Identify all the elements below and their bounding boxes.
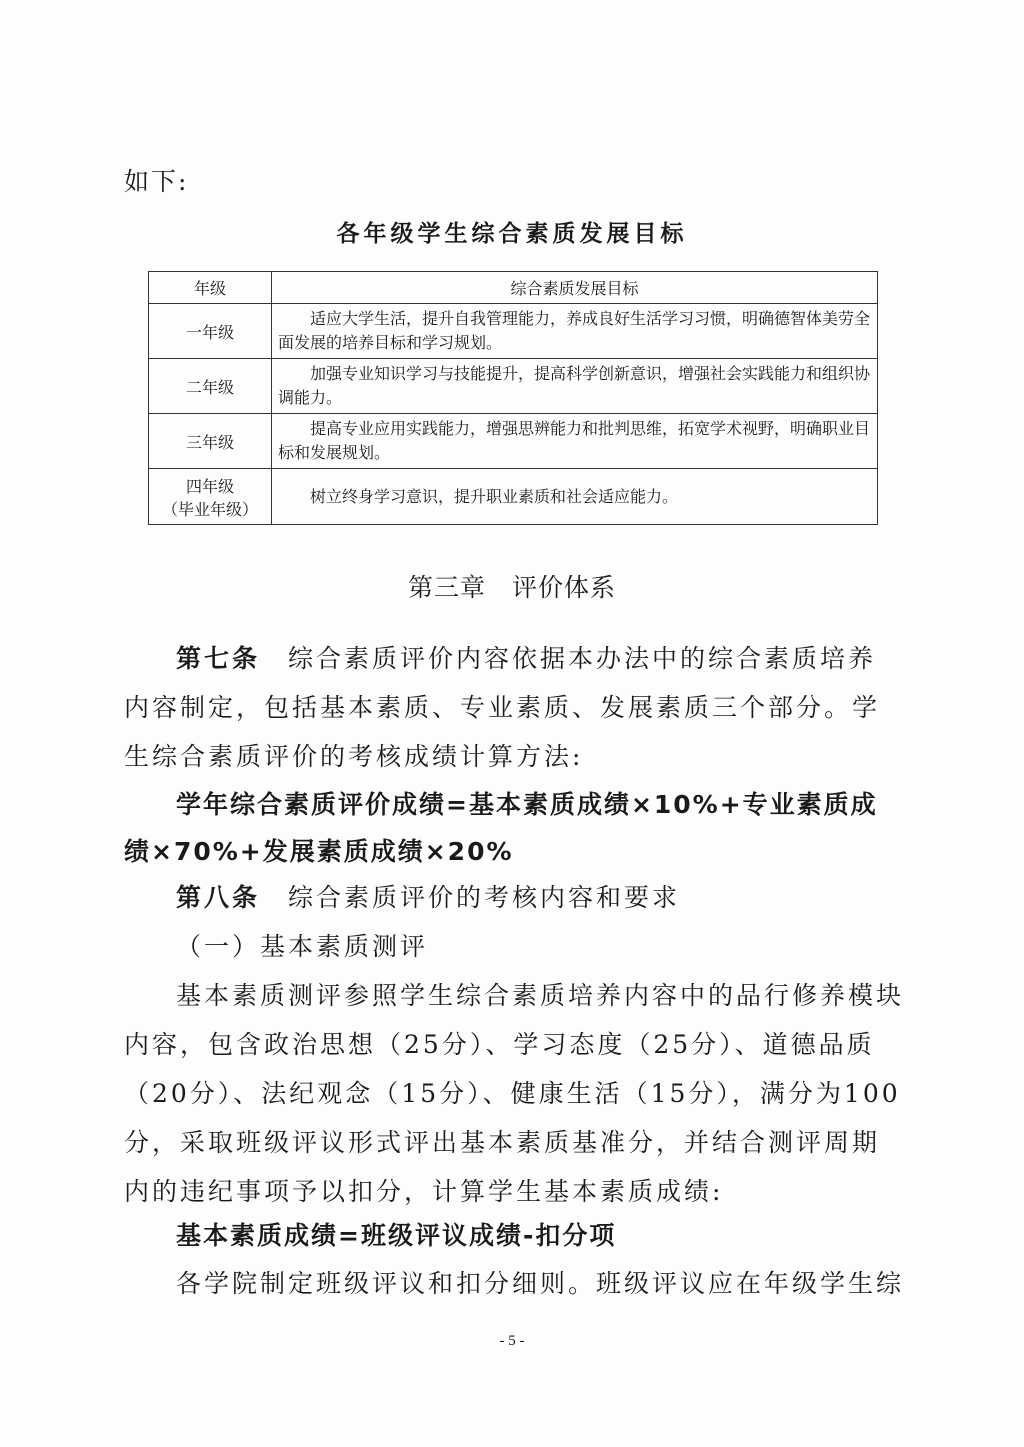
section-1-text: 基本素质测评参照学生综合素质培养内容中的品行修养模块内容，包含政治思想（25分）、学习态度（25分）、道德品质（20分）、法纪观念（15分）、健康生活（15分），满分为100分，采取班级评议形式评出基本素质基准分，并结合测评周期内的违纪事项予以扣分，计算学生基本素质成绩: [124, 981, 905, 1206]
grade-cell: 一年级 [149, 304, 272, 359]
last-paragraph: 各学院制定班级评议和扣分细则。班级评议应在年级学生综 [176, 1269, 905, 1298]
grade-sublabel: （毕业年级） [161, 499, 258, 519]
page-number: - 5 - [499, 1333, 525, 1349]
header-grade: 年级 [149, 272, 272, 304]
goal-cell: 树立终身学习意识，提升职业素质和社会适应能力。 [272, 469, 878, 525]
goal-cell: 适应大学生活，提升自我管理能力，养成良好生活学习习惯，明确德智体美劳全面发展的培养目标和学习规划。 [272, 304, 878, 359]
article-7-label: 第七条 [176, 644, 261, 673]
grade-label: 四年级 [185, 476, 234, 496]
section-1-title: （一）基本素质测评 [176, 932, 429, 961]
goals-table [148, 271, 878, 525]
table-row [149, 469, 878, 525]
header-goal: 综合素质发展目标 [272, 272, 878, 304]
article-8-text: 综合素质评价的考核内容和要求 [288, 883, 681, 912]
chapter-title: 第三章 评价体系 [407, 573, 616, 602]
grade-cell [149, 469, 272, 525]
goal-cell: 加强专业知识学习与技能提升，提高科学创新意识，增强社会实践能力和组织协调能力。 [272, 359, 878, 414]
article-7-text: 综合素质评价内容依据本办法中的综合素质培养内容制定，包括基本素质、专业素质、发展素质三个部分。学生综合素质评价的考核成绩计算方法: [124, 644, 881, 771]
table-row [149, 304, 878, 359]
lead-text: 如下: [124, 167, 189, 196]
table-header-row [149, 272, 878, 304]
formula-basic: 基本素质成绩=班级评议成绩-扣分项 [176, 1221, 617, 1250]
article-7 [124, 634, 904, 781]
formula-total: 学年综合素质评价成绩=基本素质成绩×10%+专业素质成绩×70%+发展素质成绩×20% [124, 790, 878, 866]
goal-cell: 提高专业应用实践能力，增强思辨能力和批判思维，拓宽学术视野，明确职业目标和发展规划。 [272, 414, 878, 469]
grade-cell: 三年级 [149, 414, 272, 469]
table-title: 各年级学生综合素质发展目标 [336, 221, 688, 247]
article-8 [124, 873, 904, 922]
table-row [149, 414, 878, 469]
table-row [149, 359, 878, 414]
article-8-label: 第八条 [176, 883, 261, 912]
grade-cell: 二年级 [149, 359, 272, 414]
